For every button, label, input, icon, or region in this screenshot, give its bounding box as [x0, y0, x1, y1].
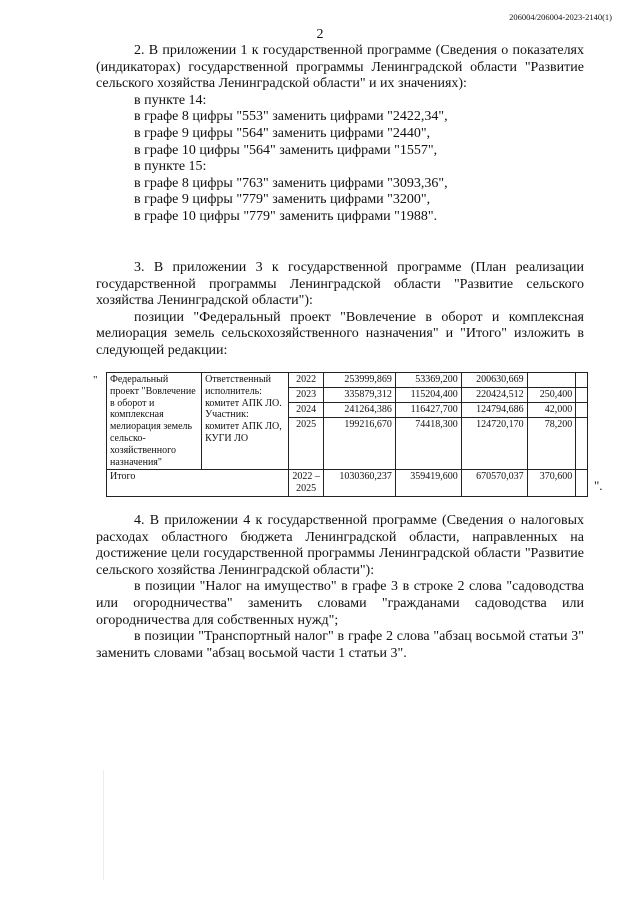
other-source-cell: 78,200 [527, 418, 576, 470]
total-cell: 241264,386 [324, 403, 396, 418]
table-row [107, 373, 588, 388]
section-4-para: в позиции "Транспортный налог" в графе 2 слова "абзац восьмой статьи 3" заменить словами "абзац восьмой части 1 статьи 3". [96, 629, 584, 661]
section-2-line: в пункте 15: [134, 159, 207, 175]
page-number: 2 [316, 27, 324, 42]
section-4-para: в позиции "Налог на имущество" в графе 3 в строке 2 слова "садоводства или огородничества" заменить словами "гражданами садоводства или огородничества для собственных нужд"; [96, 579, 584, 628]
empty-cell [576, 403, 588, 418]
executor-cell: Ответственный исполнитель: комитет АПК ЛО. Участник: комитет АПК ЛО, КУГИ ЛО [202, 373, 289, 470]
section-3 [96, 260, 584, 360]
section-4-intro: 4. В приложении 4 к государственной программе (Сведения о налоговых расходах областного бюджета Ленинградской области, направленных на достижение цели государственной программы Ленинградской области "Развитие сельского хозяйства Ленинградской области"): [96, 513, 584, 578]
section-2-line: в графе 9 цифры "779" заменить цифрами "3200", [134, 192, 431, 208]
year-range-cell: 2022 – 2025 [289, 470, 324, 497]
total-cell: 199216,670 [324, 418, 396, 470]
empty-cell [576, 373, 588, 388]
table-open-quote: " [93, 374, 98, 386]
regional-budget-cell: 200630,669 [461, 373, 527, 388]
table-close-quote: ". [594, 478, 603, 493]
section-2-intro: 2. В приложении 1 к государственной программе (Сведения о показателях (индикаторах) государственной программы Ленинградской области "Развитие сельского хозяйства Ленинградской области" и их значениях): [96, 43, 584, 92]
document-code: 206004/206004-2023-2140(1) [509, 12, 612, 22]
regional-budget-cell: 670570,037 [461, 470, 527, 497]
other-source-cell [527, 373, 576, 388]
federal-budget-cell: 74418,300 [395, 418, 461, 470]
section-3-position: позиции "Федеральный проект "Вовлечение в оборот и комплексная мелиорация земель сельскохозяйственного назначения" и "Итого" изложить в следующей редакции: [96, 309, 584, 358]
regional-budget-cell: 124794,686 [461, 403, 527, 418]
total-cell: 335879,312 [324, 388, 396, 403]
empty-cell [576, 470, 588, 497]
total-cell: 253999,869 [324, 373, 396, 388]
other-source-cell: 42,000 [527, 403, 576, 418]
section-2 [96, 43, 584, 226]
other-source-cell: 250,400 [527, 388, 576, 403]
section-4 [96, 513, 584, 662]
federal-budget-cell: 359419,600 [395, 470, 461, 497]
plan-table [106, 372, 588, 497]
federal-budget-cell: 53369,200 [395, 373, 461, 388]
year-cell: 2024 [289, 403, 324, 418]
federal-budget-cell: 116427,700 [395, 403, 461, 418]
section-2-line: в пункте 14: [134, 92, 207, 108]
empty-cell [576, 388, 588, 403]
total-label-cell: Итого [107, 470, 289, 497]
table-total-row [107, 470, 588, 497]
section-2-line: в графе 8 цифры "553" заменить цифрами "2422,34", [134, 109, 448, 125]
section-2-line: в графе 10 цифры "779" заменить цифрами "1988". [134, 208, 438, 224]
scan-artifact-line [103, 770, 104, 880]
regional-budget-cell: 220424,512 [461, 388, 527, 403]
empty-cell [576, 418, 588, 470]
section-2-line: в графе 10 цифры "564" заменить цифрами "1557", [134, 142, 438, 158]
federal-budget-cell: 115204,400 [395, 388, 461, 403]
regional-budget-cell: 124720,170 [461, 418, 527, 470]
other-source-cell: 370,600 [527, 470, 576, 497]
year-cell: 2025 [289, 418, 324, 470]
section-3-intro: 3. В приложении 3 к государственной программе (План реализации государственной программы Ленинградской области "Развитие сельского хозяйства Ленинградской области"): [96, 260, 584, 309]
section-2-line: в графе 9 цифры "564" заменить цифрами "2440", [134, 125, 431, 141]
year-cell: 2023 [289, 388, 324, 403]
year-cell: 2022 [289, 373, 324, 388]
project-name-cell: Федеральный проект "Вовлечение в оборот и комплексная мелиорация земель сельско-хозяйственного назначения" [107, 373, 202, 470]
total-cell: 1030360,237 [324, 470, 396, 497]
section-2-line: в графе 8 цифры "763" заменить цифрами "3093,36", [134, 175, 448, 191]
